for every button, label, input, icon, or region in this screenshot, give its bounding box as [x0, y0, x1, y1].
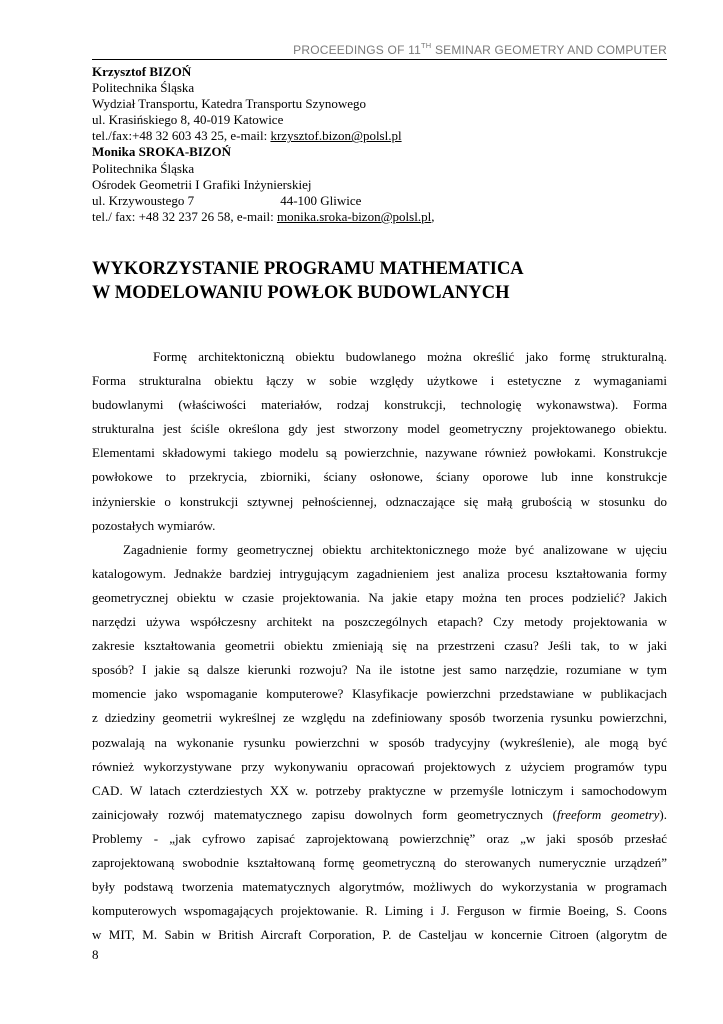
paragraph-1-line: Elementami składowymi takiego modelu są powierzchnie, nazywane również powłokami. Konstrukcje [92, 445, 667, 461]
paragraph-2-line: w MIT, M. Sabin w British Aircraft Corporation, P. de Casteljau w koncernie Citroen (algorytm de [92, 927, 667, 943]
author-1-address: ul. Krasińskiego 8, 40-019 Katowice [92, 112, 284, 128]
paragraph-2-line: z dziedziny geometrii wykreślnej ze względu na zdefiniowany sposób tworzenia rysunku powierzchni, [92, 710, 667, 726]
running-header [92, 43, 667, 60]
author-2-contact-suffix: , [431, 208, 435, 224]
paragraph-2-line: zaprojektowaną swobodnie kształtowaną formę geometryczną do sterowanych numerycznie urządzeń” [92, 854, 667, 870]
paragraph-2 [92, 538, 667, 948]
author-1-contact [92, 128, 692, 144]
line-12-before: zainicjowały rozwój matematycznego zapisu dowolnych form geometrycznych ( [92, 806, 558, 822]
author-2-address-city: 44-100 Gliwice [280, 192, 362, 208]
paragraph-2-line: były podstawą tworzenia matematycznych algorytmów, możliwych do wykorzystania w programach [92, 879, 667, 895]
paper-title-line-2: W MODELOWANIU POWŁOK BUDOWLANYCH [92, 283, 510, 303]
paragraph-1-line: inżynierskie o konstrukcji sztywnej pełnościennej, odznaczające się małą grubością w stosunku do [92, 493, 667, 509]
paragraph-1 [92, 345, 667, 538]
paragraph-1-line: pozostałych wymiarów. [92, 517, 216, 533]
author-1-department: Wydział Transportu, Katedra Transportu Szynowego [92, 96, 366, 112]
paragraph-2-line: geometrycznej obiektu w czasie projektowania. Na jakie etapy można ten proces podzielić? Jakich [92, 589, 667, 605]
header-prefix: PROCEEDINGS OF 11 [293, 43, 421, 57]
paragraph-1-line: powłokowe to przekrycia, zbiorniki, ściany osłonowe, ściany oporowe lub inne konstrukcje [92, 469, 667, 485]
author-2-address [92, 193, 692, 209]
author-1-name: Krzysztof BIZOŃ [92, 64, 192, 79]
author-2-affiliation: Politechnika Śląska [92, 160, 195, 176]
header-suffix: SEMINAR GEOMETRY AND COMPUTER [431, 43, 667, 57]
author-2-address-street: ul. Krzywoustego 7 [92, 192, 195, 208]
header-superscript: TH [421, 41, 432, 50]
paragraph-1-line: Formę architektoniczną obiektu budowlanego można określić jako formę strukturalną. [153, 349, 667, 364]
paper-title-line-1: WYKORZYSTANIE PROGRAMU MATHEMATICA [92, 259, 524, 279]
author-2-contact [92, 209, 692, 225]
freeform-geometry-term: freeform geometry [557, 806, 660, 822]
authors-block [92, 64, 692, 225]
paragraph-1-line: Forma strukturalna obiektu łączy w sobie względy użytkowe i estetyczne z wymaganiami [92, 373, 667, 389]
paragraph-2-line: komputerowych wspomagających projektowanie. R. Liming i J. Ferguson w firmie Boeing, S. Coons [92, 903, 667, 919]
page-number: 8 [92, 947, 99, 962]
author-2-email-link[interactable]: monika.sroka-bizon@polsl.pl [276, 208, 432, 224]
line-12-after: ). [659, 806, 667, 822]
paragraph-2-line: momencie jako wspomaganie komputerowe? Klasyfikacje powierzchni przedstawiane w publikacjach [92, 686, 667, 702]
paper-title [92, 257, 692, 305]
author-2-name: Monika SROKA-BIZOŃ [92, 144, 232, 160]
paragraph-2-line: pozwalają na wykonanie rysunku powierzchni w sposób tradycyjny (wykreślenie), ale mogą być [92, 734, 667, 750]
paragraph-2-line: narzędzi używa współczesny architekt na poszczególnych etapach? Czy metody projektowania w [92, 614, 667, 630]
author-1-affiliation: Politechnika Śląska [92, 80, 195, 96]
paragraph-2-line: katalogowym. Jednakże bardziej intrygującym zagadnieniem jest analiza procesu kształtowania formy [92, 565, 667, 581]
paragraph-2-line: zakresie kształtowania geometrii obiektu zmieniają się na przestrzeni czasu? Jeśli tak, to w jaki [92, 638, 667, 654]
paragraph-1-line: budowlanymi (właściwości materiałów, rodzaj konstrukcji, technologię wykonawstwa). Forma [92, 397, 667, 413]
paragraph-2-line: Problemy - „jak cyfrowo zapisać zaprojektowaną powierzchnię” oraz „w jaki sposób przesłać [92, 830, 667, 846]
paragraph-2-line: CAD. W latach czterdziestych XX w. potrzeby praktyczne w przemyśle lotniczym i samochodowym [92, 782, 667, 798]
author-2-department: Ośrodek Geometrii I Grafiki Inżynierskiej [92, 176, 312, 192]
author-1-email-link[interactable]: krzysztof.bizon@polsl.pl [270, 128, 402, 144]
body-text [92, 345, 667, 947]
paragraph-1-line: strukturalna jest ściśle określona gdy jest stworzony model geometryczny projektowanego obiektu. [92, 421, 667, 437]
paragraph-2-line: Zagadnienie formy geometrycznej obiektu architektonicznego może być analizowane w ujęciu [123, 541, 667, 557]
paragraph-2-line: również wykorzystywane przy wykonywaniu opracowań projektowych z użyciem programów typu [92, 758, 667, 774]
paragraph-2-line-with-italic [92, 803, 667, 827]
author-1-contact-prefix: tel./fax:+48 32 603 43 25, e-mail: [92, 128, 271, 144]
paragraph-2-line: sposób? I jakie są dalsze kierunki rozwoju? Na ile istotne jest samo narzędzie, rozumiane w tym [92, 662, 667, 678]
author-2-contact-prefix: tel./ fax: +48 32 237 26 58, e-mail: [92, 208, 277, 224]
